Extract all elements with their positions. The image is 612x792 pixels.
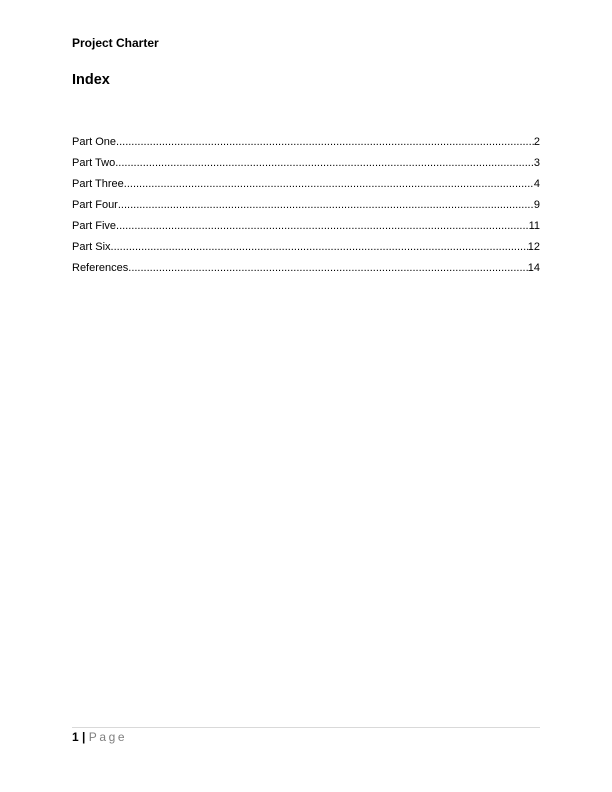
toc-entry-part-six[interactable]: [72, 240, 540, 261]
footer-divider: [72, 727, 540, 728]
toc-entry-label: Part Two: [72, 157, 116, 169]
toc-entry-part-two[interactable]: [72, 156, 540, 177]
toc-entry-part-one[interactable]: [72, 135, 540, 156]
toc-entry-page: 3: [533, 157, 540, 169]
toc-entry-part-four[interactable]: [72, 198, 540, 219]
toc-entry-label: References: [72, 262, 129, 274]
toc-dot-leader: [111, 240, 528, 254]
toc-dot-leader: [116, 219, 529, 233]
toc-entry-label: Part Three: [72, 178, 124, 190]
toc-entry-references[interactable]: [72, 261, 540, 282]
toc-dot-leader: [124, 177, 534, 191]
footer-page-number: 1: [72, 730, 79, 744]
toc-dot-leader: [116, 135, 534, 149]
toc-entry-label: Part Six: [72, 241, 111, 253]
toc-entry-label: Part One: [72, 136, 117, 148]
toc-entry-part-five[interactable]: [72, 219, 540, 240]
toc-dot-leader: [118, 198, 534, 212]
toc-entry-page: 12: [527, 241, 540, 253]
toc-entry-page: 4: [533, 178, 540, 190]
toc-entry-page: 11: [528, 220, 540, 232]
toc-entry-part-three[interactable]: [72, 177, 540, 198]
footer-separator: |: [78, 730, 89, 744]
table-of-contents: [72, 135, 540, 282]
toc-entry-label: Part Four: [72, 199, 118, 211]
toc-entry-label: Part Five: [72, 220, 117, 232]
toc-entry-page: 14: [527, 262, 540, 274]
header-title: Project Charter: [72, 36, 159, 50]
index-heading: Index: [72, 72, 110, 88]
toc-dot-leader: [128, 261, 527, 275]
toc-dot-leader: [115, 156, 534, 170]
toc-entry-page: 2: [533, 136, 540, 148]
footer-page-word: Page: [88, 730, 128, 744]
toc-entry-page: 9: [533, 199, 540, 211]
page-footer: [72, 729, 127, 745]
